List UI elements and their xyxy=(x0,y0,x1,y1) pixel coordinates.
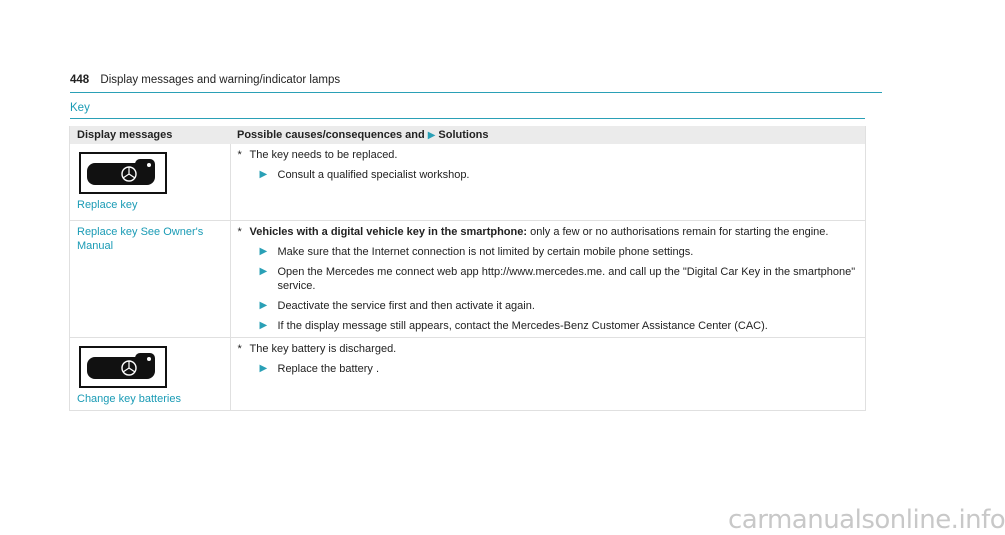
car-key-icon xyxy=(79,346,167,388)
table-row xyxy=(70,220,866,337)
message-label: Replace key See Owner's Manual xyxy=(77,225,204,252)
chapter-title: Display messages and warning/indicator lamps xyxy=(100,74,341,86)
cause-cell xyxy=(230,144,866,220)
table-row xyxy=(70,144,866,220)
arrow-icon: ▶ xyxy=(259,319,268,331)
cause-cell xyxy=(230,220,866,337)
cause-line xyxy=(238,225,859,239)
message-cell xyxy=(70,220,231,337)
arrow-icon: ▶ xyxy=(259,245,268,257)
col-header-solutions-label: Solutions xyxy=(438,129,489,141)
table-header-row xyxy=(70,126,866,144)
solution-step xyxy=(238,362,859,376)
footnote-star: * xyxy=(237,225,242,238)
solution-step xyxy=(238,265,859,293)
cause-cell xyxy=(230,337,866,410)
step-text: Make sure that the Internet connection is not limited by certain mobile phone settings. xyxy=(277,245,694,258)
solution-step xyxy=(238,245,859,259)
cause-line xyxy=(238,342,859,356)
solution-step xyxy=(238,319,859,333)
cause-text: only a few or no authorisations remain for starting the engine. xyxy=(527,225,829,238)
message-label: Replace key xyxy=(77,199,138,211)
cause-bold-text: Vehicles with a digital vehicle key in the smartphone: xyxy=(249,225,528,238)
cause-text: The key needs to be replaced. xyxy=(249,149,398,161)
table-row xyxy=(70,337,866,410)
col-header-causes xyxy=(230,126,866,144)
cause-line xyxy=(238,148,859,162)
footnote-star: * xyxy=(237,342,242,355)
arrow-icon: ▶ xyxy=(259,265,268,277)
step-text: Open the Mercedes me connect web app http://www.mercedes.me. and call up the "Digital Car Key in the smartphone" service. xyxy=(277,265,856,292)
section-title: Key xyxy=(70,102,865,119)
col-header-causes-label: Possible causes/consequences and xyxy=(237,129,425,141)
col-header-display-messages: Display messages xyxy=(70,126,231,144)
arrow-icon: ▶ xyxy=(427,130,436,141)
car-key-icon xyxy=(79,152,167,194)
watermark: carmanualsonline.info xyxy=(728,505,1005,535)
solution-step xyxy=(238,299,859,313)
arrow-icon: ▶ xyxy=(259,169,268,180)
message-cell xyxy=(70,144,231,220)
step-text: Consult a qualified specialist workshop. xyxy=(277,169,470,181)
arrow-icon: ▶ xyxy=(259,299,268,311)
cause-text: The key battery is discharged. xyxy=(249,342,397,355)
message-label: Change key batteries xyxy=(77,392,181,405)
page-header xyxy=(70,74,882,93)
footnote-star: * xyxy=(237,149,242,161)
display-messages-table xyxy=(69,126,866,411)
message-cell xyxy=(70,337,231,410)
step-text: If the display message still appears, contact the Mercedes-Benz Customer Assistance Center (CAC). xyxy=(277,319,768,332)
solution-step xyxy=(238,168,859,182)
step-text: Deactivate the service first and then activate it again. xyxy=(277,299,535,312)
arrow-icon: ▶ xyxy=(259,362,268,374)
step-text: Replace the battery . xyxy=(277,362,380,375)
page-number: 448 xyxy=(70,74,90,86)
